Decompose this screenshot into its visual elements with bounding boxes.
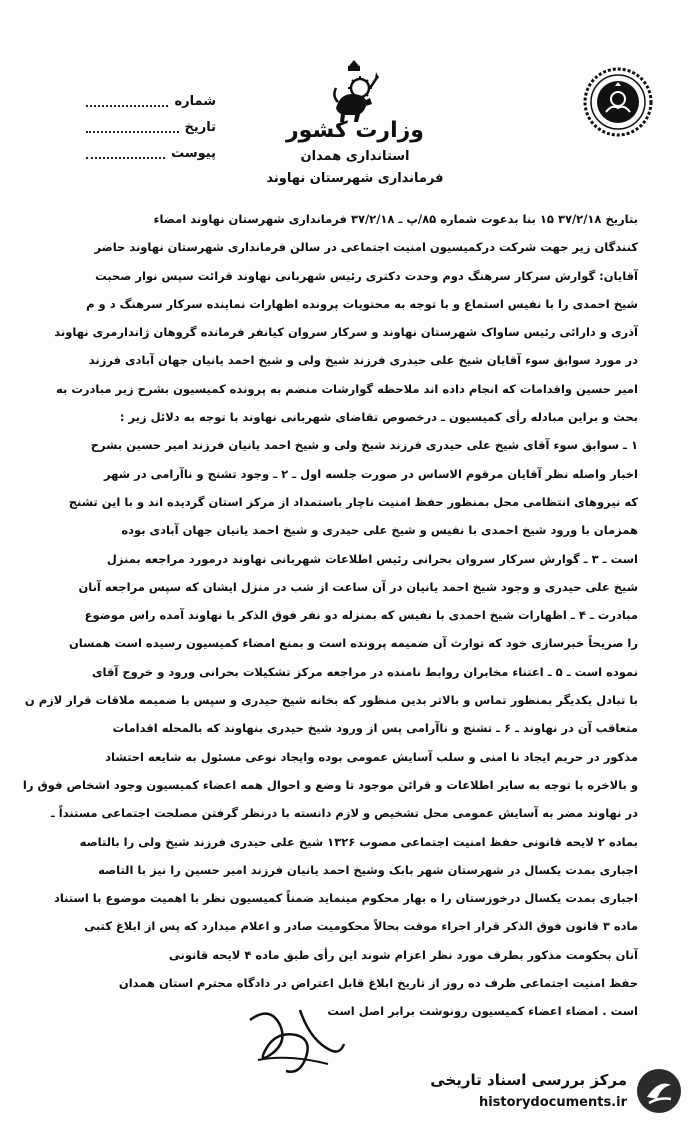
body-line: است . امضاء اعضاء کمیسیون رونوشت برابر اصل است — [327, 1004, 638, 1019]
body-line: بحث و براین مبادله رأی کمیسیون ـ درخصوص تقاضای شهربانی نهاوند با توجه به دلائل زیر : — [119, 410, 638, 425]
header-form-fields — [86, 88, 216, 166]
body-line: با تبادل یکدیگر بمنظور تماس و بالاتر بدین منظور که بخانه شیخ حیدری و سپس با ضمیمه ملاقات قرار لازم ن — [24, 693, 638, 708]
form-field-dotted-line — [86, 130, 179, 133]
body-line: و بالاخره با توجه به سایر اطلاعات و قرائن موجود تا وضع و احوال همه اعضاء کمیسیون وجود اشخاص فوق را — [22, 777, 638, 792]
signature-icon — [240, 1000, 350, 1080]
body-line: امیر حسین واقدامات که انجام داده اند ملاحظه گوارشات منضم به پرونده کمیسیون بشرح زیر مبادرت به — [56, 381, 638, 396]
body-line: همزمان با ورود شیخ احمدی با نفیس و شیخ علی حیدری و شیخ احمد یانیان جهان آبادی بوده — [121, 523, 638, 538]
form-field-label: تاریخ — [184, 119, 216, 135]
form-field-dotted-line — [86, 156, 165, 159]
body-line: مذکور در حریم ایجاد نا امنی و سلب آسایش عمومی بوده وایجاد نوعی مسئول به شایعه احتشاد — [105, 749, 638, 764]
body-line: در مورد سوابق سوء آقایان شیخ علی حیدری فرزند شیخ ولی و شیخ احمد یانیان جهان آبادی فرزند — [88, 353, 638, 368]
body-line: که نیروهای انتظامی محل بمنظور حفظ امنیت ناچار باستمداد از مرکز استان گردیده اند و با این تشنج — [68, 494, 638, 509]
body-line: متعاقب آن در نهاوند ـ ۶ ـ تشنج و ناآرامی پس از ورود شیخ حیدری بنهاوند که بالمحله اقدامات — [112, 721, 638, 736]
archive-watermark — [393, 1065, 683, 1125]
body-line: حفظ امنیت اجتماعی ظرف ده روز از تاریخ ابلاغ قابل اعتراض در دادگاه محترم استان همدان — [118, 976, 638, 991]
body-line: را صریحاً خبرسازی خود که توارث آن ضمیمه پرونده است و بمنع امضاء کمیسیون رسیده است همسان — [68, 636, 638, 651]
form-field-dotted-line — [86, 104, 168, 107]
body-line: شیخ علی حیدری و وجود شیخ احمد یانیان در آن ساعت از شب در منزل ایشان که سپس مراجعه آنان — [78, 579, 638, 594]
body-line: بماده ۲ لایحه قانونی حفظ امنیت اجتماعی مصوب ۱۳۲۶ شیخ علی حیدری فرزند شیخ ولی را بالتاصه — [79, 834, 638, 849]
lion-and-sun-emblem-icon — [326, 58, 382, 120]
form-field-number — [86, 88, 216, 114]
body-line: شیخ احمدی را با نفیس استماع و با توجه به محتویات پرونده اظهارات نماینده سرکار سرهنگ د و م — [86, 296, 638, 311]
ministry-title: وزارت کشور — [286, 118, 424, 143]
form-field-date — [86, 114, 216, 140]
watermark-url: historydocuments.ir — [478, 1095, 627, 1110]
body-line: کنندگان زیر جهت شرکت درکمیسیون امنیت اجتماعی در سالن فرمانداری شهرستان نهاوند حاضر — [94, 240, 638, 255]
archive-logo-icon — [635, 1067, 683, 1115]
body-line: ماده ۳ قانون فوق الذکر قرار اجراء موقت بحالاً محکومیت صادر و اعلام میدارد که پس از ابلاغ کتبی — [84, 919, 638, 934]
body-line: در نهاوند مضر به آسایش عمومی محل تشخیص و لازم دانسته با درنظر گرفتن مصلحت اجتماعی مستنداً ـ — [50, 806, 638, 821]
letterhead — [220, 116, 490, 190]
governorate-title: استانداری همدان — [300, 149, 410, 164]
form-field-label: شماره — [174, 93, 216, 109]
body-line: بتاریخ ۳۷/۲/۱۸ ۱۵ بنا بدعوت شماره ۸۵/پ ـ ۳۷/۲/۱۸ فرمانداری شهرستان نهاوند امضاء — [153, 212, 638, 226]
ministry-seal-icon — [582, 66, 654, 138]
form-field-attachment — [86, 140, 216, 166]
body-line: آذری و دارائی رئیس ساواک شهرستان نهاوند و سرکار سروان کیانفر فرمانده گروهان ژاندارمری نهاوند — [54, 325, 638, 340]
body-line: اجباری بمدت یکسال در شهرستان شهر بابک وشیخ احمد یانیان فرزند امیر حسین را نیز با التاصه — [98, 862, 638, 877]
body-line: مبادرت ـ ۴ ـ اظهارات شیخ احمدی با نفیس که بمنزله دو نفر فوق الذکر با نهاوند آمده راس موضوع — [84, 608, 638, 623]
document-body — [22, 205, 638, 1026]
body-line: ۱ ـ سوابق سوء آقای شیخ علی حیدری فرزند شیخ ولی و شیخ احمد یانیان فرزند امیر حسین بشرح — [90, 438, 638, 453]
form-field-label: پیوست — [171, 145, 216, 161]
body-line: اخبار واصله نظر آقایان مرقوم الاساس در صورت جلسه اول ـ ۲ ـ وجود تشنج و ناآرامی در شهر — [104, 466, 638, 481]
body-line: نموده است ـ ۵ ـ اعتناء مخابران روابط نامنده در مراجعه مرکز تشکیلات بحرانی ورود و خروج آقای — [91, 664, 638, 679]
county-office-title: فرمانداری شهرستان نهاوند — [266, 171, 444, 186]
watermark-title: مرکز بررسی اسناد تاریخی — [430, 1071, 627, 1089]
body-line: آنان بحکومت مذکور بطرف مورد نظر اعزام شوند این رأی طبق ماده ۴ لایحه قانونی — [168, 947, 638, 962]
body-line: است ـ ۳ ـ گوارش سرکار سروان بحرانی رئیس اطلاعات شهربانی نهاوند درمورد مراجعه بمنزل — [106, 551, 638, 566]
body-line: اجباری بمدت یکسال درخوزستان را ه بهار محکوم مینماید ضمناً کمیسیون نظر با اهمیت موضوع با استناد — [53, 891, 638, 906]
body-line: آقایان: گوارش سرکار سرهنگ دوم وحدت دکتری رئیس شهربانی نهاوند قرائت سپس نوار صحبت — [95, 268, 638, 283]
